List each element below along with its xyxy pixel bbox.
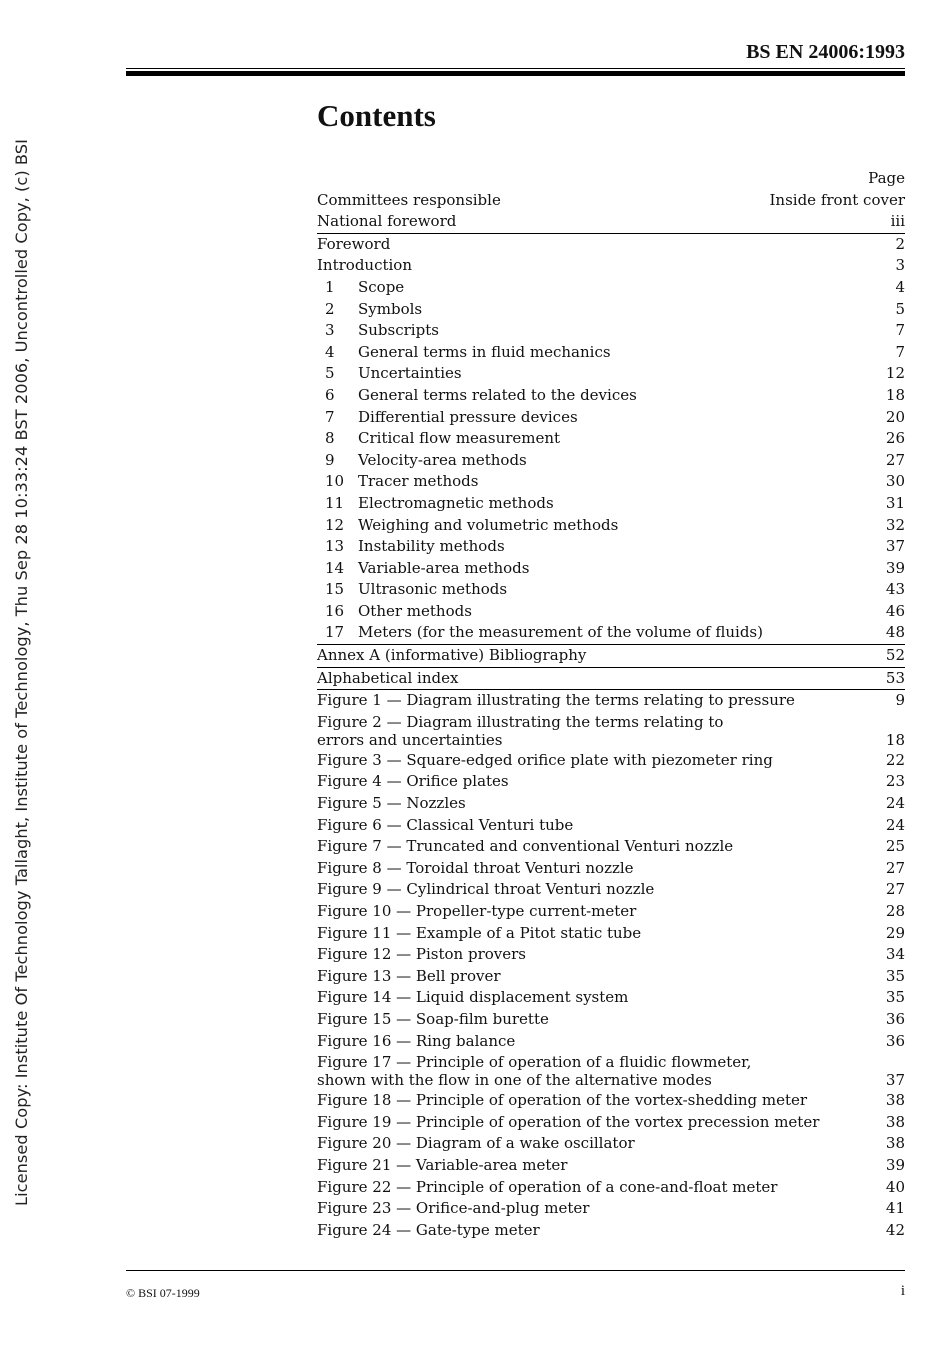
clause-entry[interactable] <box>317 428 905 450</box>
clause-entry[interactable] <box>317 450 905 472</box>
header-rule-thick <box>126 71 905 76</box>
toc-entry-label: National foreword <box>317 212 457 231</box>
clause-entry[interactable] <box>317 363 905 385</box>
clause-entry[interactable] <box>317 407 905 429</box>
clause-label: Critical flow measurement <box>358 429 561 448</box>
clause-number: 17 <box>325 623 345 642</box>
figure-page: 24 <box>885 794 905 813</box>
figure-page: 35 <box>885 966 905 985</box>
clause-number: 3 <box>325 321 335 340</box>
figure-list <box>317 689 905 1241</box>
clause-number: 4 <box>325 342 335 361</box>
clause-page: 12 <box>885 364 905 383</box>
clause-number: 14 <box>325 558 345 577</box>
clause-label: General terms related to the devices <box>358 385 637 404</box>
figure-label <box>317 1052 886 1090</box>
figure-page: 28 <box>885 902 905 920</box>
figure-label: Figure 9 — Cylindrical throat Venturi nozzle <box>317 880 655 899</box>
figure-entry[interactable] <box>317 987 905 1009</box>
annex-label: Annex A (informative) Bibliography <box>317 646 587 665</box>
table-of-contents <box>317 168 905 1241</box>
clause-page: 7 <box>895 321 905 340</box>
figure-page: 35 <box>885 988 905 1007</box>
clause-entry[interactable] <box>317 536 905 558</box>
figure-page: 34 <box>885 945 905 964</box>
toc-entry-page: 3 <box>895 256 905 275</box>
page-column-header <box>317 168 905 190</box>
clause-entry[interactable] <box>317 515 905 537</box>
footer-page-number: i <box>900 1283 905 1299</box>
figure-entry[interactable] <box>317 836 905 858</box>
clause-number: 16 <box>325 601 345 620</box>
figure-page: 29 <box>885 923 905 942</box>
figure-page: 39 <box>885 1155 905 1174</box>
figure-label-line: errors and uncertainties <box>317 730 503 749</box>
clause-entry[interactable] <box>317 558 905 580</box>
clause-number: 1 <box>325 277 335 296</box>
clause-label: Meters (for the measurement of the volume of fluids) <box>358 623 763 642</box>
clause-page: 43 <box>885 580 905 599</box>
clause-label: Instability methods <box>358 537 505 556</box>
figure-page: 38 <box>885 1134 905 1153</box>
figure-label-line: Figure 17 — Principle of operation of a fluidic flowmeter, <box>317 1053 752 1072</box>
clause-page: 39 <box>885 558 905 577</box>
figure-page: 24 <box>885 815 905 834</box>
header-rule-thin <box>126 68 905 69</box>
figure-label: Figure 10 — Propeller-type current-meter <box>317 902 637 920</box>
figure-page: 27 <box>885 880 905 899</box>
figure-page: 18 <box>885 730 905 749</box>
figure-entry[interactable] <box>317 690 905 712</box>
figure-page: 41 <box>885 1199 905 1218</box>
clause-number: 2 <box>325 299 335 318</box>
clause-number: 5 <box>325 364 335 383</box>
clause-entry[interactable] <box>317 601 905 623</box>
annex-entry[interactable] <box>317 644 905 667</box>
figure-label: Figure 23 — Orifice-and-plug meter <box>317 1199 590 1218</box>
figure-label: Figure 16 — Ring balance <box>317 1031 516 1050</box>
index-label: Alphabetical index <box>317 668 459 687</box>
clause-label: Ultrasonic methods <box>358 580 508 599</box>
clause-page: 26 <box>885 429 905 448</box>
clause-label: Tracer methods <box>358 472 479 491</box>
figure-entry[interactable] <box>317 901 905 923</box>
figure-label: Figure 5 — Nozzles <box>317 794 466 813</box>
clause-page: 27 <box>885 450 905 469</box>
figure-label: Figure 24 — Gate-type meter <box>317 1220 540 1239</box>
figure-page: 38 <box>885 1091 905 1110</box>
figure-page: 38 <box>885 1112 905 1131</box>
clause-entry[interactable] <box>317 493 905 515</box>
figure-entry[interactable] <box>317 1198 905 1220</box>
clause-number: 8 <box>325 429 335 448</box>
figure-page: 9 <box>895 691 905 710</box>
figure-entry[interactable] <box>317 815 905 837</box>
annex-page: 52 <box>885 646 905 665</box>
clause-number: 15 <box>325 580 345 599</box>
index-entry[interactable] <box>317 667 905 690</box>
figure-label: Figure 1 — Diagram illustrating the terms relating to pressure <box>317 691 795 710</box>
figure-entry[interactable] <box>317 771 905 793</box>
clause-entry[interactable] <box>317 385 905 407</box>
figure-entry[interactable] <box>317 923 905 945</box>
figure-label: Figure 20 — Diagram of a wake oscillator <box>317 1134 635 1153</box>
clause-label: Electromagnetic methods <box>358 493 554 512</box>
license-watermark-text: Licensed Copy: Institute Of Technology Tallaght, Institute of Technology, Thu Sep 28 10:33:24 BST 2006, Uncontrolled Copy, (c) BSI <box>11 139 31 1206</box>
toc-entry-label: Committees responsible <box>317 190 501 209</box>
figure-entry[interactable] <box>317 1009 905 1031</box>
figure-page: 40 <box>885 1177 905 1196</box>
toc-entry-page: Inside front cover <box>769 190 905 209</box>
clause-number: 7 <box>325 407 335 426</box>
clause-label: Uncertainties <box>358 364 462 383</box>
figure-label: Figure 8 — Toroidal throat Venturi nozzle <box>317 858 634 877</box>
figure-label: Figure 11 — Example of a Pitot static tube <box>317 923 642 942</box>
clause-page: 31 <box>885 493 905 512</box>
clause-number: 10 <box>325 472 345 491</box>
page-column-label: Page <box>868 169 905 187</box>
figure-label: Figure 22 — Principle of operation of a cone-and-float meter <box>317 1177 778 1196</box>
figure-entry[interactable] <box>317 858 905 880</box>
figure-label: Figure 7 — Truncated and conventional Venturi nozzle <box>317 837 734 856</box>
clause-label: Velocity-area methods <box>358 450 527 469</box>
clause-number: 11 <box>325 493 345 512</box>
clause-page: 48 <box>885 623 905 642</box>
clause-list <box>317 277 905 644</box>
toc-entry[interactable] <box>317 211 905 233</box>
footer-rule <box>126 1270 905 1271</box>
clause-entry[interactable] <box>317 622 905 644</box>
figure-label: Figure 13 — Bell prover <box>317 966 501 985</box>
document-code: BS EN 24006:1993 <box>746 41 905 63</box>
figure-entry[interactable] <box>317 1133 905 1155</box>
figure-page: 22 <box>885 750 905 769</box>
figure-entry[interactable] <box>317 1090 905 1112</box>
clause-label: Variable-area methods <box>358 558 530 577</box>
figure-page: 36 <box>885 1031 905 1050</box>
figure-label: Figure 12 — Piston provers <box>317 945 527 964</box>
figure-label: Figure 14 — Liquid displacement system <box>317 988 629 1007</box>
clause-page: 32 <box>885 515 905 534</box>
clause-page: 18 <box>885 385 905 404</box>
clause-entry[interactable] <box>317 342 905 364</box>
figure-entry[interactable] <box>317 1031 905 1053</box>
toc-entry-page: 2 <box>895 234 905 253</box>
figure-entry[interactable] <box>317 1052 905 1090</box>
license-watermark <box>6 0 36 1345</box>
figure-entry[interactable] <box>317 793 905 815</box>
clause-label: Subscripts <box>358 321 439 340</box>
figure-label: Figure 19 — Principle of operation of the vortex precession meter <box>317 1112 820 1131</box>
figure-label-line: Figure 2 — Diagram illustrating the terms relating to <box>317 712 724 731</box>
clause-entry[interactable] <box>317 471 905 493</box>
figure-label: Figure 21 — Variable-area meter <box>317 1155 568 1174</box>
clause-page: 4 <box>895 277 905 296</box>
footer-copyright: © BSI 07-1999 <box>126 1286 200 1300</box>
clause-page: 46 <box>885 601 905 620</box>
clause-entry[interactable] <box>317 277 905 299</box>
clause-number: 13 <box>325 537 345 556</box>
figure-entry[interactable] <box>317 1220 905 1242</box>
toc-entry[interactable] <box>317 190 905 212</box>
clause-entry[interactable] <box>317 320 905 342</box>
figure-entry[interactable] <box>317 944 905 966</box>
figure-page: 25 <box>885 837 905 856</box>
clause-page: 37 <box>885 537 905 556</box>
clause-label: General terms in fluid mechanics <box>358 342 611 361</box>
clause-label: Scope <box>358 277 405 296</box>
figure-entry[interactable] <box>317 966 905 988</box>
clause-label: Differential pressure devices <box>358 407 578 426</box>
toc-entry[interactable] <box>317 233 905 256</box>
figure-entry[interactable] <box>317 712 905 750</box>
figure-entry[interactable] <box>317 879 905 901</box>
toc-entry[interactable] <box>317 255 905 277</box>
figure-label-line: shown with the flow in one of the alternative modes <box>317 1071 712 1090</box>
figure-page: 37 <box>885 1071 905 1090</box>
clause-label: Other methods <box>358 601 472 620</box>
figure-page: 36 <box>885 1009 905 1028</box>
clause-page: 5 <box>895 299 905 318</box>
figure-label: Figure 15 — Soap-film burette <box>317 1009 549 1028</box>
figure-entry[interactable] <box>317 1112 905 1134</box>
clause-page: 7 <box>895 342 905 361</box>
figure-label <box>317 712 886 750</box>
figure-page: 42 <box>885 1220 905 1239</box>
figure-entry[interactable] <box>317 1177 905 1199</box>
figure-entry[interactable] <box>317 750 905 772</box>
figure-label: Figure 18 — Principle of operation of the vortex-shedding meter <box>317 1091 808 1110</box>
figure-page: 23 <box>885 772 905 791</box>
clause-label: Weighing and volumetric methods <box>358 515 619 534</box>
clause-number: 6 <box>325 385 335 404</box>
clause-page: 20 <box>885 407 905 426</box>
clause-entry[interactable] <box>317 579 905 601</box>
index-page: 53 <box>885 668 905 687</box>
clause-entry[interactable] <box>317 299 905 321</box>
toc-entry-label: Foreword <box>317 234 391 253</box>
figure-label: Figure 3 — Square-edged orifice plate with piezometer ring <box>317 750 773 769</box>
clause-label: Symbols <box>358 299 423 318</box>
figure-entry[interactable] <box>317 1155 905 1177</box>
toc-entry-page: iii <box>890 212 905 231</box>
figure-label: Figure 4 — Orifice plates <box>317 772 509 791</box>
toc-entry-label: Introduction <box>317 256 412 275</box>
clause-number: 12 <box>325 515 345 534</box>
clause-page: 30 <box>885 472 905 491</box>
clause-number: 9 <box>325 450 335 469</box>
figure-label: Figure 6 — Classical Venturi tube <box>317 815 574 834</box>
page-title: Contents <box>317 98 436 133</box>
figure-page: 27 <box>885 858 905 877</box>
